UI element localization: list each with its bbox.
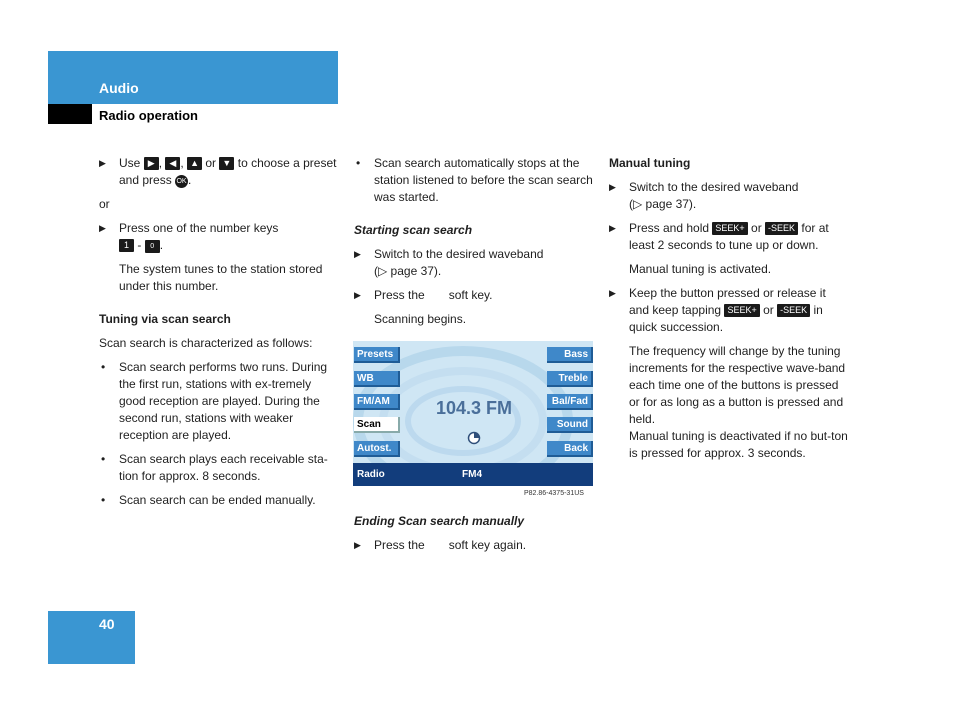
softkey-presets[interactable]: Presets — [354, 347, 400, 363]
scan-progress-icon — [467, 431, 481, 445]
softkey-bal-fad[interactable]: Bal/Fad — [547, 394, 593, 410]
section-title: Audio — [99, 80, 139, 96]
step-switch-waveband: ▶ Switch to the desired waveband (▷ page 37). — [609, 180, 799, 211]
figure-code: P82.86-4375-31US — [524, 490, 584, 497]
note-stored-station: The system tunes to the station stored under this number. — [119, 262, 323, 293]
or-text: or — [99, 197, 110, 211]
down-arrow-key-icon: ▼ — [219, 157, 234, 170]
bullet-arrow-icon: ▶ — [99, 158, 106, 168]
list-item: • Scan search automatically stops at the station listened to before the scan search was started. — [356, 156, 593, 204]
subsection-title: Radio operation — [99, 108, 198, 123]
column-1 — [99, 155, 339, 509]
list-item: • Scan search performs two runs. During the first run, stations with ex-tremely good reception are played. During the second run, stations with weaker reception are played. — [101, 360, 328, 442]
frequency-display: 104.3 FM — [436, 398, 513, 418]
list-item: • Scan search can be ended manually. — [101, 493, 316, 507]
softkey-treble[interactable]: Treble — [547, 371, 593, 387]
step-press-scan-again: ▶ Press the soft key again. — [354, 538, 527, 552]
seek-up-key-icon: SEEK+ — [712, 222, 747, 235]
seek-down-key-icon: -SEEK — [765, 222, 798, 235]
left-arrow-key-icon: ◀ — [165, 157, 180, 170]
softkey-autostore[interactable]: Autost. — [354, 441, 400, 457]
heading-ending-scan: Ending Scan search manually — [354, 514, 525, 528]
seek-down-key-icon: -SEEK — [777, 304, 810, 317]
status-station: FM4 — [462, 469, 482, 480]
bullet-arrow-icon: ▶ — [354, 249, 361, 259]
bullet-arrow-icon: ▶ — [609, 223, 616, 233]
softkey-wb[interactable]: WB — [354, 371, 400, 387]
right-arrow-key-icon: ▶ — [144, 157, 159, 170]
status-bar — [353, 463, 593, 486]
column-2 — [354, 155, 594, 328]
bullet-arrow-icon: ▶ — [609, 182, 616, 192]
radio-display-image — [353, 341, 593, 486]
number-key-0-icon: 0 — [145, 240, 160, 253]
note-manual-activated: Manual tuning is activated. — [629, 262, 772, 276]
heading-scan-search: Tuning via scan search — [99, 312, 231, 326]
heading-starting-scan: Starting scan search — [354, 223, 473, 237]
column-3 — [609, 155, 849, 462]
page-number: 40 — [99, 616, 115, 632]
up-arrow-key-icon: ▲ — [187, 157, 202, 170]
header-tab-marker — [48, 104, 92, 124]
step-number-keys: ▶ Press one of the number keys 1 - 0 . — [99, 221, 279, 252]
scan-intro: Scan search is characterized as follows: — [99, 336, 313, 350]
step-use-arrows: ▶ Use ▶ , ◀ , ▲ or ▼ to choose a preset and press OK. — [99, 156, 337, 187]
step-press-hold-seek: ▶ Press and hold SEEK+ or -SEEK for at least 2 seconds to tune up or down. — [609, 221, 829, 252]
note-frequency-change: The frequency will change by the tuning increments for the respective wave-band each time one of the buttons is pressed or for as long as a button is pressed and held. — [629, 344, 846, 426]
status-source: Radio — [357, 469, 385, 480]
softkey-bass[interactable]: Bass — [547, 347, 593, 363]
column-2-lower — [354, 513, 594, 554]
page-number-box — [48, 611, 135, 664]
step-press-scan: ▶ Press the soft key. — [354, 288, 493, 302]
softkey-scan[interactable]: Scan — [354, 417, 400, 433]
softkey-sound[interactable]: Sound — [547, 417, 593, 433]
number-key-1-icon: 1 — [119, 239, 134, 252]
bullet-arrow-icon: ▶ — [354, 540, 361, 550]
step-keep-pressed: ▶ Keep the button pressed or release it and keep tapping SEEK+ or -SEEK in quick succession. — [609, 286, 826, 334]
list-item: • Scan search plays each receivable sta-tion for approx. 8 seconds. — [101, 452, 328, 483]
bullet-arrow-icon: ▶ — [609, 288, 616, 298]
step-switch-waveband: ▶ Switch to the desired waveband (▷ page 37). — [354, 247, 544, 278]
softkey-back[interactable]: Back — [547, 441, 593, 457]
seek-up-key-icon: SEEK+ — [724, 304, 759, 317]
header-banner — [48, 51, 338, 104]
note-scanning-begins: Scanning begins. — [374, 312, 467, 326]
bullet-arrow-icon: ▶ — [354, 290, 361, 300]
ok-key-icon: OK — [175, 175, 188, 188]
heading-manual-tuning: Manual tuning — [609, 156, 691, 170]
bullet-arrow-icon: ▶ — [99, 223, 106, 233]
note-manual-deactivated: Manual tuning is deactivated if no but-ton is pressed for approx. 3 seconds. — [629, 429, 848, 460]
softkey-fm-am[interactable]: FM/AM — [354, 394, 400, 410]
